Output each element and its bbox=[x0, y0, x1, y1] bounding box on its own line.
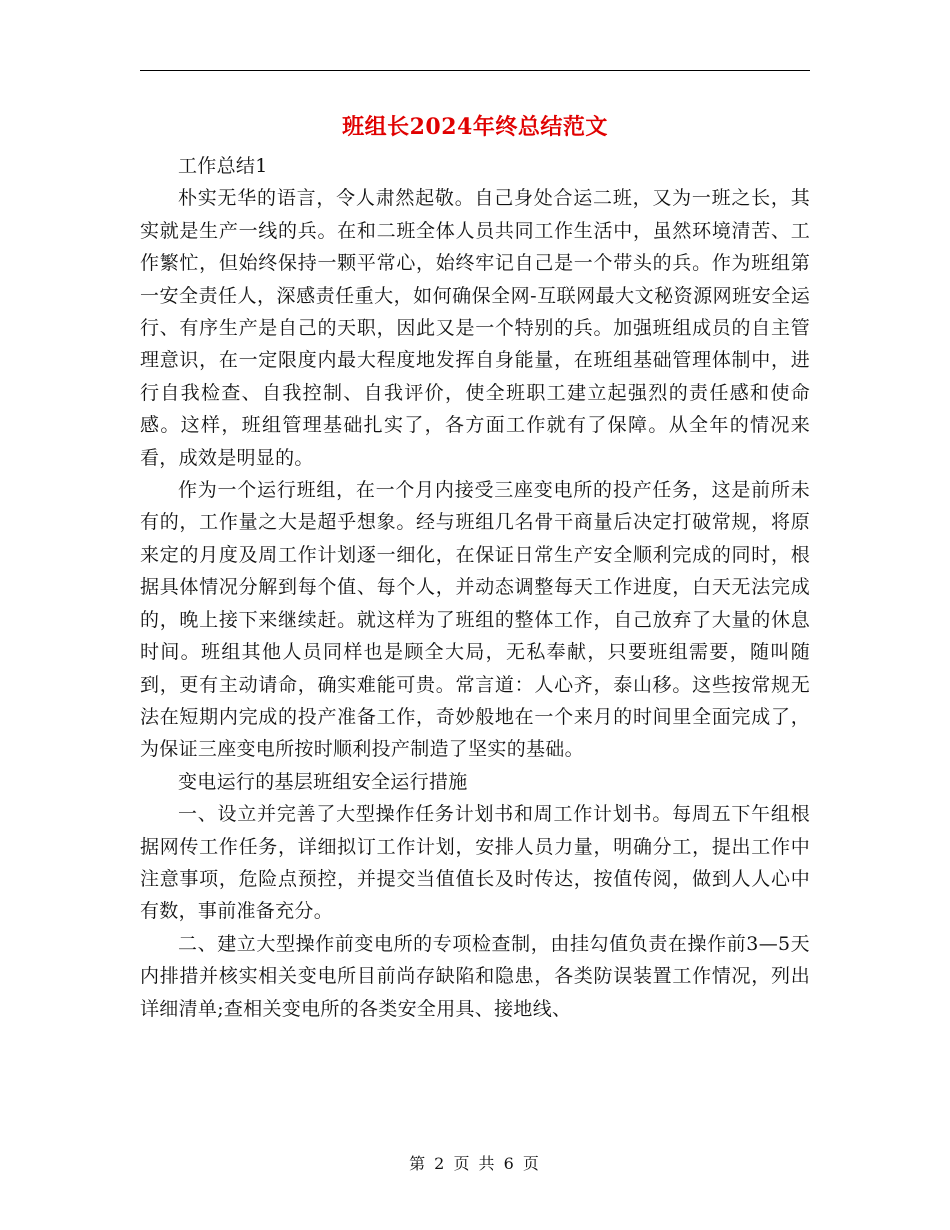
body-paragraph: 一、设立并完善了大型操作任务计划书和周工作计划书。每周五下午组根据网传工作任务，详细拟订工作计划，安排人员力量，明确分工，提出工作中注意事项，危险点预控，并提交当值值长及时传达，按值传阅，做到人人心中有数，事前准备充分。 bbox=[140, 803, 810, 923]
document-body bbox=[140, 150, 810, 1025]
body-paragraph: 朴实无华的语言，令人肃然起敬。自己身处合运二班，又为一班之长，其实就是生产一线的兵。在和二班全体人员共同工作生活中，虽然环境清苦、工作繁忙，但始终保持一颗平常心，始终牢记自己是一个带头的兵。作为班组第一安全责任人，深感责任重大，如何确保全网-互联网最大文秘资源网班安全运行、有序生产是自己的天职，因此又是一个特别的兵。加强班组成员的自主管理意识，在一定限度内最大程度地发挥自身能量，在班组基础管理体制中，进行自我检查、自我控制、自我评价，使全班职工建立起强烈的责任感和使命感。这样，班组管理基础扎实了，各方面工作就有了保障。从全年的情况来看，成效是明显的。 bbox=[140, 187, 810, 469]
page-number-footer: 第 2 页 共 6 页 bbox=[409, 1154, 541, 1173]
header-rule bbox=[140, 70, 810, 71]
section-heading: 工作总结1 bbox=[178, 155, 268, 177]
section-heading: 变电运行的基层班组安全运行措施 bbox=[178, 770, 468, 793]
document-title: 班组长2024年终总结范文 bbox=[342, 114, 608, 140]
body-paragraph: 作为一个运行班组，在一个月内接受三座变电所的投产任务，这是前所未有的，工作量之大是超乎想象。经与班组几名骨干商量后决定打破常规，将原来定的月度及周工作计划逐一细化，在保证日常生产安全顺利完成的同时，根据具体情况分解到每个值、每个人，并动态调整每天工作进度，白天无法完成的，晚上接下来继续赶。就这样为了班组的整体工作，自己放弃了大量的休息时间。班组其他人员同样也是顾全大局，无私奉献，只要班组需要，随叫随到，更有主动请命，确实难能可贵。常言道：人心齐，泰山移。这些按常规无法在短期内完成的投产准备工作，奇妙般地在一个来月的时间里全面完成了，为保证三座变电所按时顺利投产制造了坚实的基础。 bbox=[140, 479, 810, 761]
body-paragraph: 二、建立大型操作前变电所的专项检查制，由挂勾值负责在操作前3—5天内排措并核实相关变电所目前尚存缺陷和隐患，各类防误装置工作情况，列出详细清单;查相关变电所的各类安全用具、接地线、 bbox=[140, 932, 810, 1020]
